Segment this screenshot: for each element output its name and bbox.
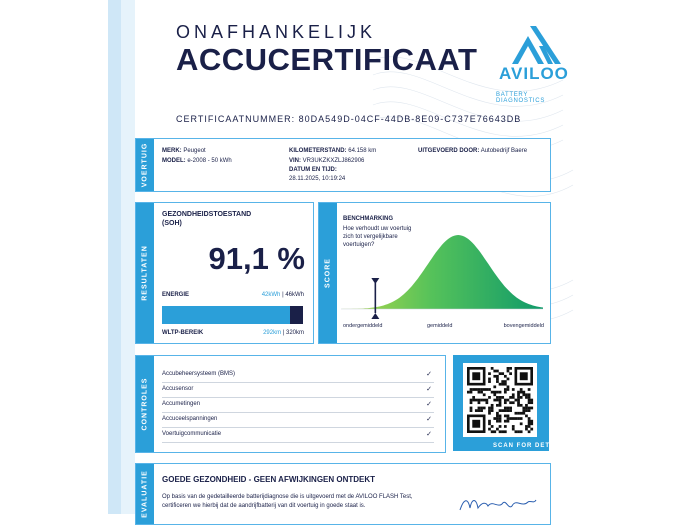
check-icon: ✓ [426, 401, 432, 408]
qr-card[interactable] [453, 355, 568, 451]
bell-curve [341, 235, 543, 309]
check-label: Accuceelspanningen [162, 416, 218, 422]
vehicle-card [135, 138, 551, 192]
date-value: 28.11.2025, 10:19:24 [289, 176, 346, 182]
energy-total: 46kWh [285, 292, 304, 298]
checks-card [135, 355, 446, 453]
header-subtitle: ONAFHANKELIJK [176, 22, 377, 42]
check-row [162, 370, 434, 383]
check-icon: ✓ [426, 371, 432, 378]
range-current: 292km [263, 330, 282, 336]
model-value: e-2008 - 50 kWh [187, 158, 232, 164]
check-row [162, 385, 434, 398]
brand-value: Peugeot [183, 148, 206, 154]
score-marker-top-arrow [371, 278, 379, 284]
model-label: MODEL: [162, 158, 186, 164]
date-label: DATUM EN TIJD: [289, 167, 337, 173]
km-value: 64.158 km [348, 148, 377, 154]
checks-section-label: CONTROLES [136, 356, 154, 452]
vin-label: VIN: [289, 158, 301, 164]
vehicle-section-label: VOERTUIG [136, 139, 154, 191]
check-row [162, 400, 434, 413]
evaluation-card [135, 463, 551, 525]
check-icon: ✓ [426, 431, 432, 438]
check-label: Accubeheersysteem (BMS) [162, 371, 236, 377]
check-label: Accusensor [162, 386, 194, 392]
header-title: ACCUCERTIFICAAT [176, 42, 478, 77]
evaluation-body-line1: Op basis van de gedetailleerde batterijdiagnose die is uitgevoerd met de AVILOO FLASH Test, [162, 494, 413, 500]
benchmarking-question: Hoe verhoudt uw voertuig zich tot vergelijkbare voertuigen? [343, 226, 412, 248]
certificate-number: CERTIFICAATNUMMER: 80DA549D-04CF-44DB-8E09-C737E76643DB [176, 114, 522, 124]
soh-value: 91,1 % [208, 241, 305, 276]
check-row [162, 430, 434, 443]
qr-code-icon[interactable] [467, 367, 533, 433]
check-icon: ✓ [426, 386, 432, 393]
energy-current: 42kWh [261, 292, 281, 298]
check-label: Accumetingen [162, 401, 201, 407]
benchmark-distribution-chart [341, 229, 543, 321]
energy-label: ENERGIE [162, 292, 190, 298]
axis-mid-label: gemiddeld [427, 323, 453, 329]
check-row [162, 415, 434, 428]
aviloo-mountain-icon [509, 22, 563, 66]
score-marker-bottom-arrow [371, 313, 379, 319]
evaluation-section-label: EVALUATIE [136, 464, 154, 524]
soh-bar-fill [162, 306, 290, 324]
left-stripe-inner [121, 0, 135, 514]
results-card: RESULTATEN GEZONDHEIDSTOESTAND (SOH) 91,1 % ENERGIE 42kWh | 46kWh WLTP-BEREIK 292km | 320km [135, 202, 314, 344]
logo-tagline: BATTERY DIAGNOSTICS [496, 92, 546, 104]
check-label: Voertuigcommunicatie [162, 431, 222, 437]
evaluation-body-line2: certificeren we hierbij dat de aandrijfbatterij van dit voertuig in goede staat is. [162, 503, 366, 509]
evaluation-headline: GOEDE GEZONDHEID - GEEN AFWIJKINGEN ONTDEKT [162, 475, 376, 484]
results-section-label: RESULTATEN [136, 203, 154, 343]
qr-caption: SCAN FOR DETAILS [493, 443, 568, 449]
performed-by-label: UITGEVOERD DOOR: [418, 148, 480, 154]
score-section-label: SCORE [319, 203, 337, 343]
score-card [318, 202, 551, 344]
soh-label: GEZONDHEIDSTOESTAND (SOH) [162, 211, 252, 227]
certificate-page [108, 0, 573, 518]
range-label: WLTP-BEREIK [162, 330, 204, 336]
brand-label: MERK: [162, 148, 182, 154]
axis-high-label: bovengemiddeld [503, 323, 544, 329]
check-icon: ✓ [426, 416, 432, 423]
range-total: 320km [285, 330, 304, 336]
performed-by-value: Autobedrijf Baere [480, 148, 528, 154]
logo-word: AVILOO [499, 64, 569, 83]
benchmarking-title: BENCHMARKING [343, 216, 393, 222]
left-stripe [108, 0, 121, 514]
soh-bar [162, 306, 303, 324]
vin-value: VR3UKZKXZLJ862906 [302, 158, 365, 164]
km-label: KILOMETERSTAND: [289, 148, 347, 154]
axis-low-label: ondergemiddeld [343, 323, 383, 329]
signature-icon [458, 494, 538, 514]
